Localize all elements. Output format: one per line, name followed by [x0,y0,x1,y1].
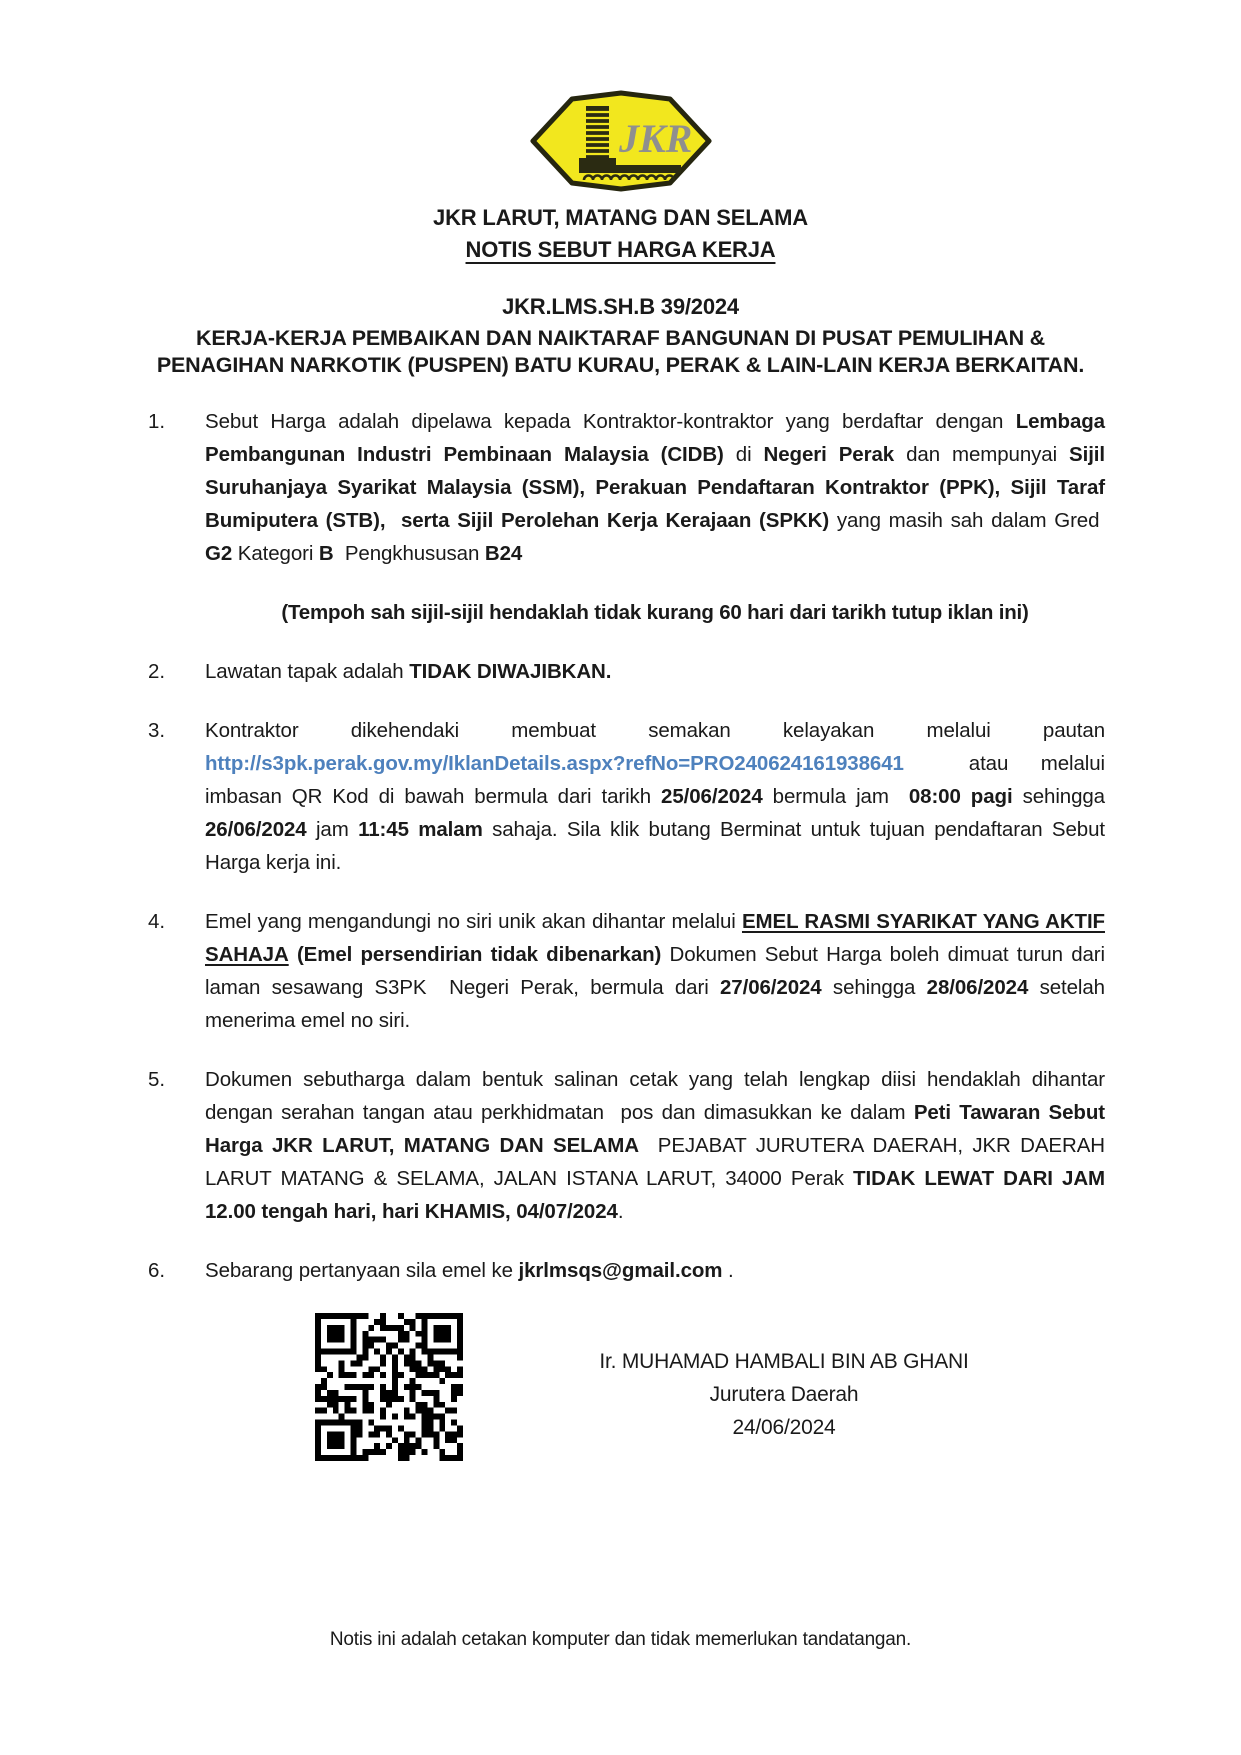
item-number: 4. [148,910,166,933]
document-type-title: NOTIS SEBUT HARGA KERJA [465,237,776,262]
notice-body [148,405,1105,1287]
signature-date: 24/06/2024 [732,1416,836,1439]
item-number: 6. [148,1259,166,1282]
s3pk-link[interactable]: http://s3pk.perak.gov.my/IklanDetails.aspx?refNo=PRO240624161938641 [205,752,904,775]
project-title-line1: KERJA-KERJA PEMBAIKAN DAN NAIKTARAF BANGUNAN DI PUSAT PEMULIHAN & [196,326,1045,350]
signature-section [148,1313,1105,1461]
certificate-validity-note: (Tempoh sah sijil-sijil hendaklah tidak kurang 60 hari dari tarikh tutup iklan ini) [281,601,1029,624]
project-title-line2: PENAGIHAN NARKOTIK (PUSPEN) BATU KURAU, PERAK & LAIN-LAIN KERJA BERKAITAN. [156,353,1085,377]
item-number: 1. [148,410,166,433]
notice-item-4 [148,905,1105,1037]
jkr-logo-graphic [526,86,716,196]
notice-item-3 [148,714,1105,879]
item-text: Emel yang mengandungi no siri unik akan dihantar melalui EMEL RASMI SYARIKAT YANG AKTIF SAHAJA (Emel persendirian tidak dibenarkan) Dokumen Sebut Harga boleh dimuat turun dari laman sesawang S3PK Negeri Perak, bermula dari 27/06/2024 sehingga 28/06/2024 setelah menerima emel no siri. [205,910,1105,1032]
project-title [0,325,1241,379]
notice-item-5 [148,1063,1105,1228]
jkr-logo [526,86,716,196]
signatory-name: Ir. MUHAMAD HAMBALI BIN AB GHANI [599,1350,969,1373]
qr-code [315,1313,463,1461]
computer-printout-note: Notis ini adalah cetakan komputer dan tidak memerlukan tandatangan. [329,1629,912,1650]
item-text: Sebut Harga adalah dipelawa kepada Kontraktor-kontraktor yang berdaftar dengan Lembaga Pembangunan Industri Pembinaan Malaysia (CIDB) di Negeri Perak dan mempunyai Sijil Suruhanjaya Syarikat Malaysia (SSM), Perakuan Pendaftaran Kontraktor (PPK), Sijil Taraf Bumiputera (STB), serta Sijil Perolehan Kerja Kerajaan (SPKK) yang masih sah dalam Gred G2 Kategori B Pengkhususan B24 [205,410,1106,565]
notice-item-1 [148,405,1105,570]
item-text: Sebarang pertanyaan sila emel ke jkrlmsqs@gmail.com . [205,1259,734,1282]
signatory-position: Jurutera Daerah [709,1383,859,1406]
item-number: 5. [148,1068,166,1091]
notice-item-2 [148,655,1105,688]
item-text: Dokumen sebutharga dalam bentuk salinan cetak yang telah lengkap diisi hendaklah dihantar dengan serahan tangan atau perkhidmatan pos dan dimasukkan ke dalam Peti Tawaran Sebut Harga JKR LARUT, MATANG DAN SELAMA PEJABAT JURUTERA DAERAH, JKR DAERAH LARUT MATANG & SELAMA, JALAN ISTANA LARUT, 34000 Perak TIDAK LEWAT DARI JAM 12.00 tengah hari, hari KHAMIS, 04/07/2024. [205,1068,1105,1223]
jkr-logo-letters: JKR [618,116,692,161]
item-text: Kontraktor dikehendaki membuat semakan kelayakan melalui pautan http://s3pk.perak.gov.my/IklanDetails.aspx?refNo=PRO240624161938641 atau melalui imbasan QR Kod di bawah bermula dari tarikh 25/06/2024 bermula jam 08:00 pagi sehingga 26/06/2024 jam 11:45 malam sahaja. Sila klik butang Berminat untuk tujuan pendaftaran Sebut Harga kerja ini. [205,719,1105,874]
signature-block [463,1313,1105,1444]
notice-item-6 [148,1254,1105,1287]
item-number: 3. [148,719,166,742]
item-text: Lawatan tapak adalah TIDAK DIWAJIBKAN. [205,660,612,683]
organization-name: JKR LARUT, MATANG DAN SELAMA [433,205,808,230]
item-number: 2. [148,660,166,683]
reference-number: JKR.LMS.SH.B 39/2024 [502,294,739,319]
document-header [0,0,1241,379]
